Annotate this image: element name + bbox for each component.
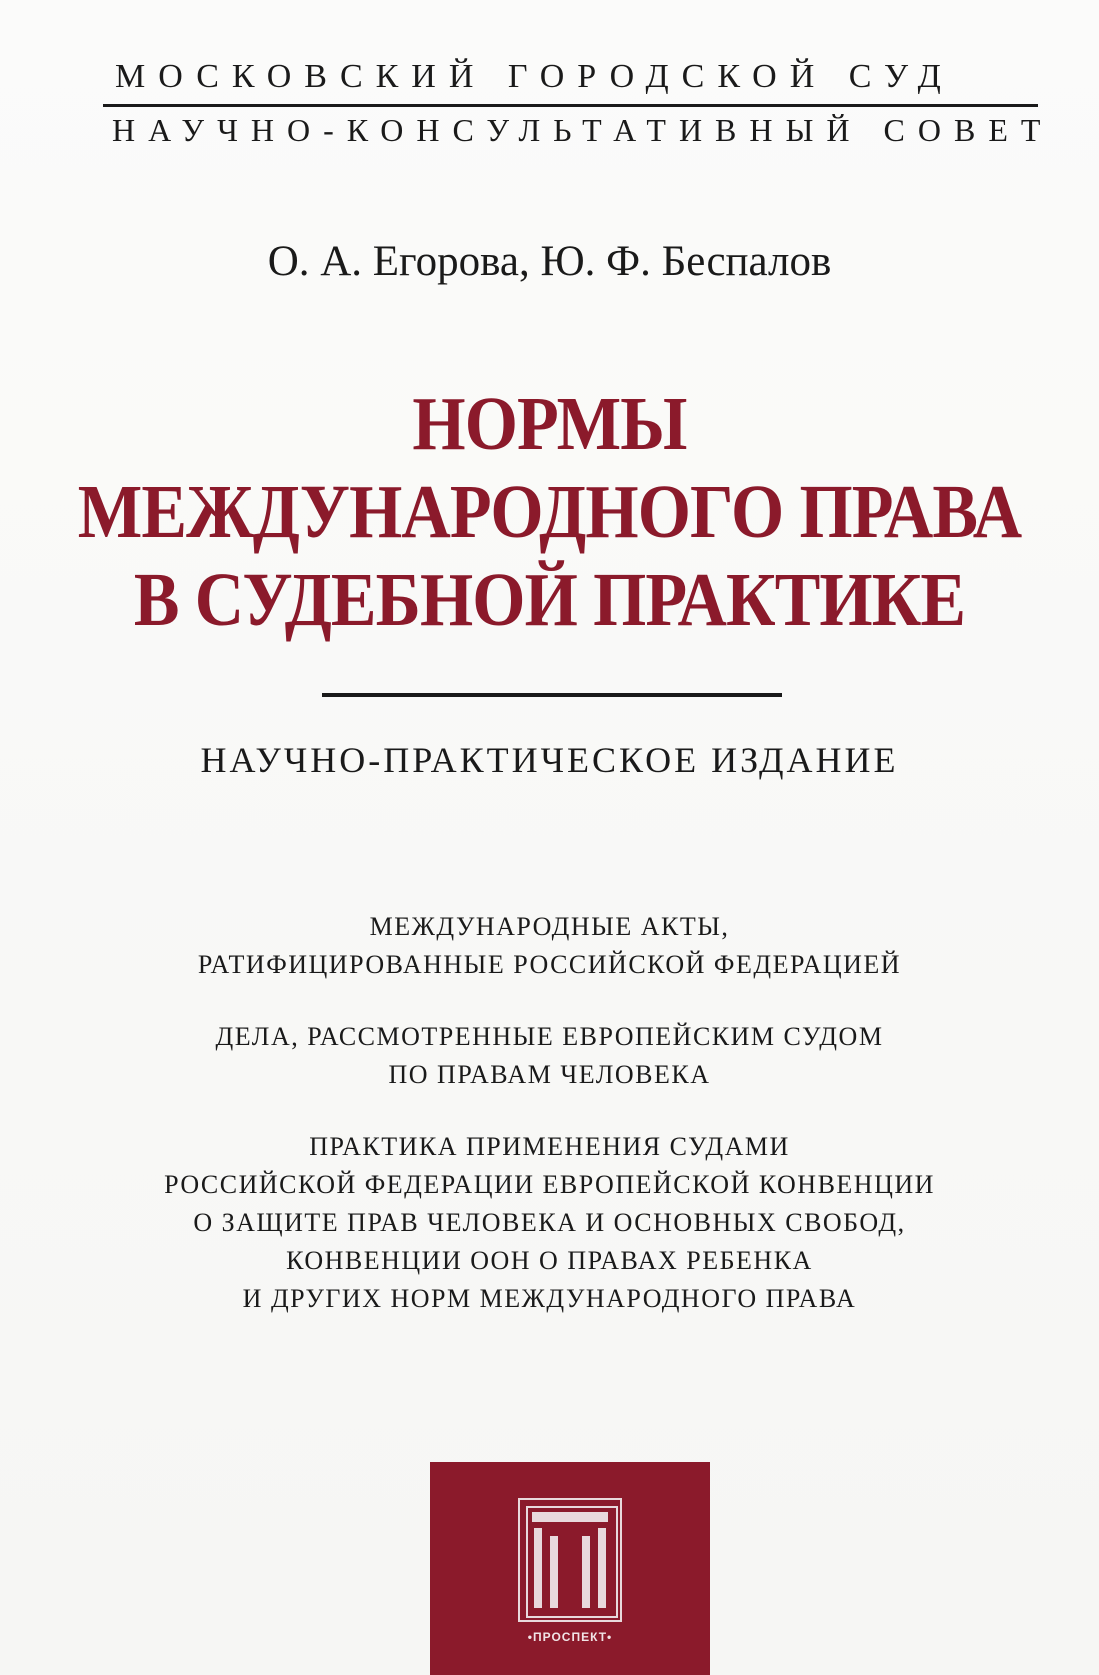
title-line: В СУДЕБНОЙ ПРАКТИКЕ xyxy=(133,558,966,642)
columns-gate-icon xyxy=(518,1498,622,1622)
header-council-name: НАУЧНО-КОНСУЛЬТАТИВНЫЙ СОВЕТ xyxy=(112,112,1054,148)
title-divider xyxy=(322,693,782,697)
header-divider xyxy=(103,104,1038,107)
feature-group xyxy=(0,908,1099,984)
book-title xyxy=(55,380,1044,644)
title-line: НОРМЫ xyxy=(412,382,687,466)
subtitle: НАУЧНО-ПРАКТИЧЕСКОЕ ИЗДАНИЕ xyxy=(200,740,899,780)
feature-line: МЕЖДУНАРОДНЫЕ АКТЫ, xyxy=(369,912,730,941)
feature-line: ПРАКТИКА ПРИМЕНЕНИЯ СУДАМИ xyxy=(309,1132,790,1161)
feature-group xyxy=(0,1018,1099,1094)
publisher-logo-block xyxy=(430,1462,710,1675)
feature-line: РОССИЙСКОЙ ФЕДЕРАЦИИ ЕВРОПЕЙСКОЙ КОНВЕНЦИИ xyxy=(164,1170,935,1199)
authors: О. А. Егорова, Ю. Ф. Беспалов xyxy=(267,238,832,285)
feature-group xyxy=(0,1128,1099,1318)
feature-line: ПО ПРАВАМ ЧЕЛОВЕКА xyxy=(388,1060,711,1089)
title-line: МЕЖДУНАРОДНОГО ПРАВА xyxy=(77,470,1022,554)
feature-line: О ЗАЩИТЕ ПРАВ ЧЕЛОВЕКА И ОСНОВНЫХ СВОБОД, xyxy=(193,1208,906,1237)
feature-line: РАТИФИЦИРОВАННЫЕ РОССИЙСКОЙ ФЕДЕРАЦИЕЙ xyxy=(197,950,902,979)
feature-line: КОНВЕНЦИИ ООН О ПРАВАХ РЕБЕНКА xyxy=(286,1246,813,1275)
feature-line: И ДРУГИХ НОРМ МЕЖДУНАРОДНОГО ПРАВА xyxy=(242,1284,857,1313)
header-court-name: МОСКОВСКИЙ ГОРОДСКОЙ СУД xyxy=(115,58,954,95)
publisher-name: •ПРОСПЕКТ• xyxy=(527,1630,613,1644)
feature-line: ДЕЛА, РАССМОТРЕННЫЕ ЕВРОПЕЙСКИМ СУДОМ xyxy=(215,1022,884,1051)
features-list xyxy=(0,908,1099,1352)
